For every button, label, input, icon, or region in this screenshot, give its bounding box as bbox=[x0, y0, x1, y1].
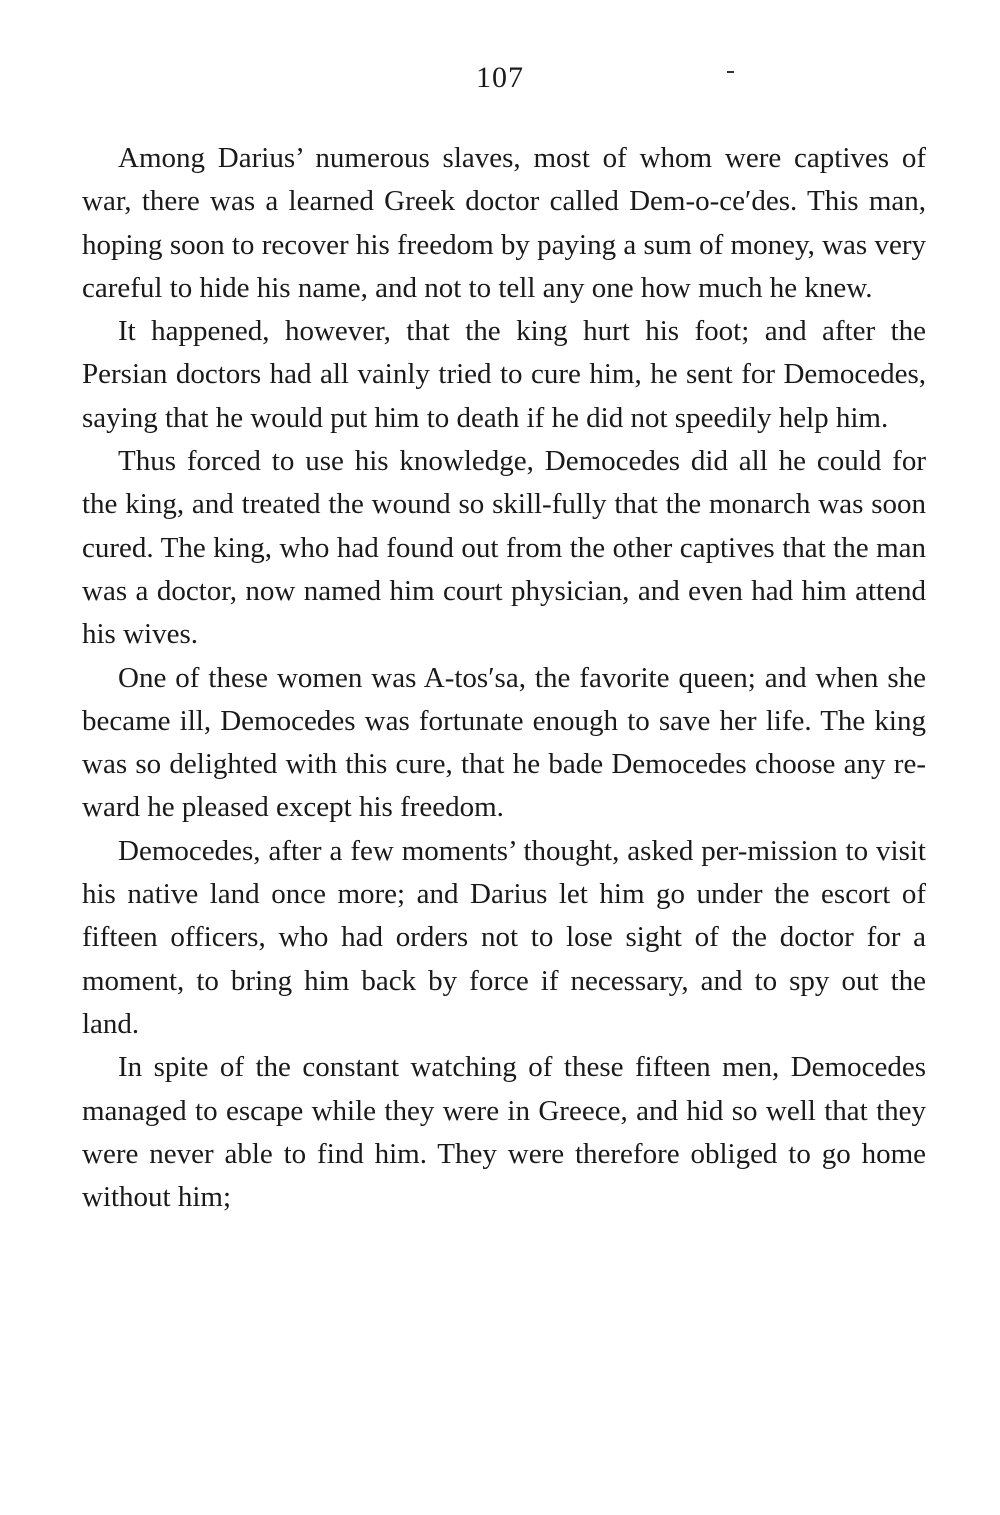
paragraph-2: It happened, however, that the king hurt his foot; and after the Persian doctors had all vainly tried to cure him, he sent for Democedes, saying that he would put him to death if he did not speedily help him. bbox=[82, 315, 926, 434]
page-number: 107 bbox=[476, 61, 524, 94]
page-text-body bbox=[82, 137, 926, 1219]
print-speck bbox=[727, 71, 734, 73]
paragraph-4: One of these women was A-tos′sa, the favorite queen; and when she became ill, Democedes was fortunate enough to save her life. The king was so delighted with this cure, that he bade Democedes choose any re-ward he pleased except his freedom. bbox=[82, 661, 926, 824]
paragraph-1: Among Darius’ numerous slaves, most of whom were captives of war, there was a learned Greek doctor called Dem-o-ce′des. This man, hoping soon to recover his freedom by paying a sum of money, was very careful to hide his name, and not to tell any one how much he knew. bbox=[82, 142, 926, 304]
paragraph-5: Democedes, after a few moments’ thought, asked per-mission to visit his native land once more; and Darius let him go under the escort of fifteen officers, who had orders not to lose sight of the doctor for a moment, to bring him back by force if necessary, and to spy out the land. bbox=[82, 834, 926, 1040]
paragraph-6: In spite of the constant watching of these fifteen men, Democedes managed to escape while they were in Greece, and hid so well that they were never able to find him. They were therefore obliged to go home without him; bbox=[82, 1051, 926, 1214]
paragraph-3: Thus forced to use his knowledge, Democedes did all he could for the king, and treated the wound so skill-fully that the monarch was soon cured. The king, who had found out from the other captives that the man was a doctor, now named him court physician, and even had him attend his wives. bbox=[82, 445, 926, 651]
